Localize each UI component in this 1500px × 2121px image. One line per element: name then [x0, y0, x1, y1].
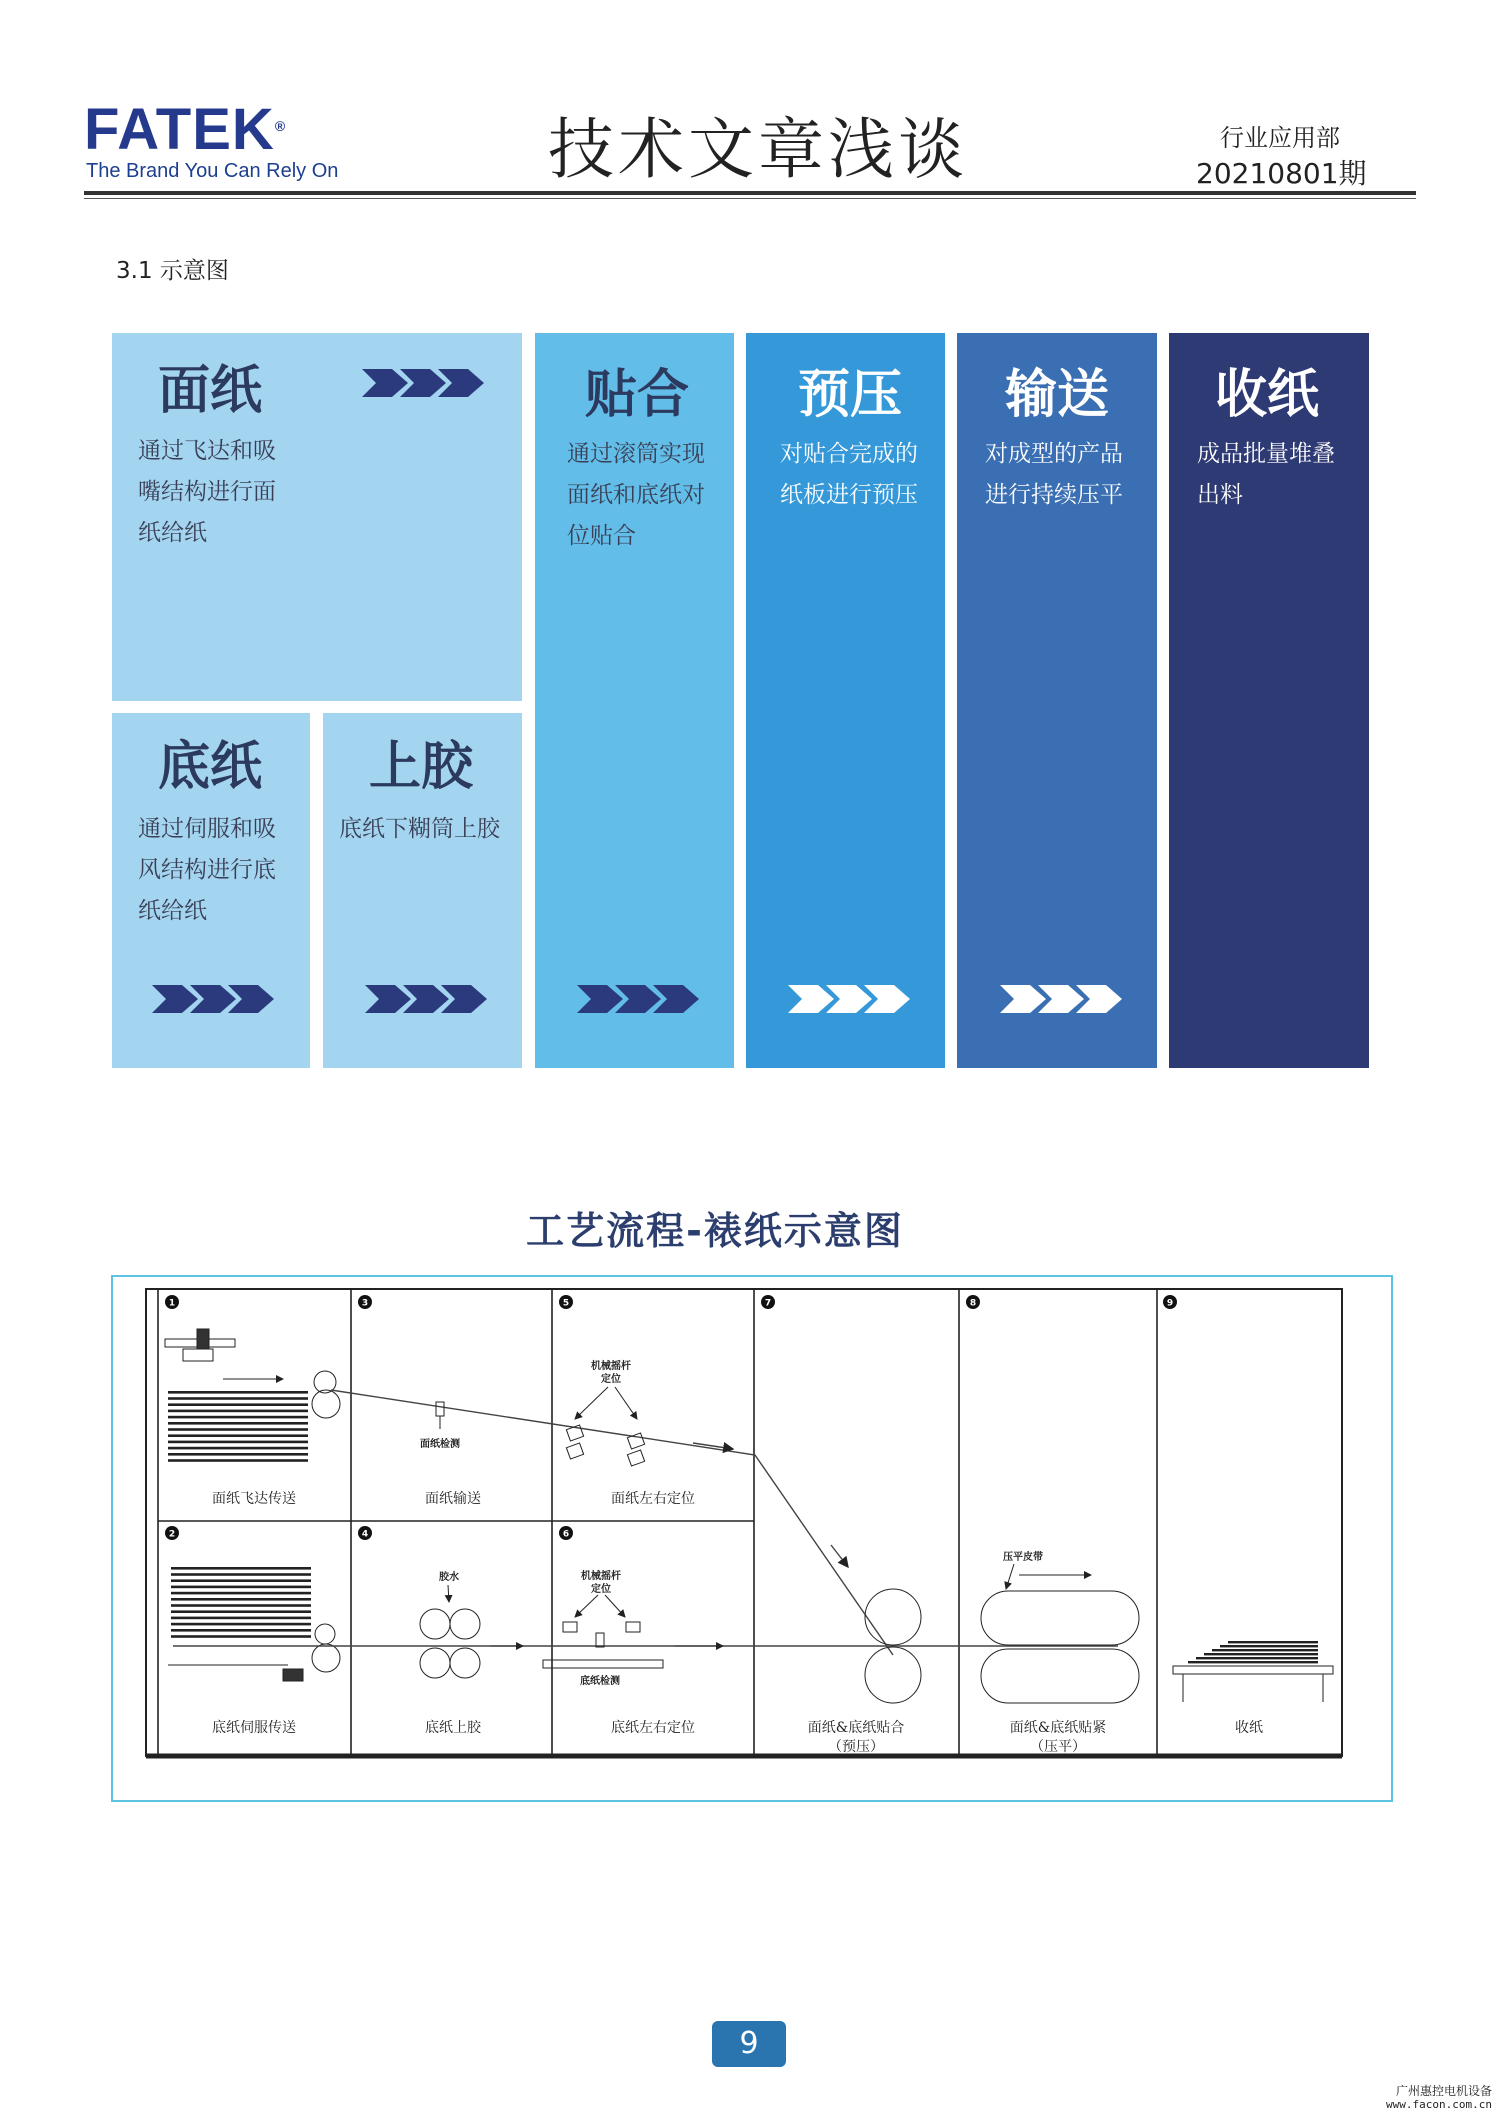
- paper-sheet: [168, 1447, 308, 1450]
- block-title: 预压: [798, 365, 903, 425]
- page-number: 9: [712, 2021, 786, 2067]
- rocker-note: 机械摇杆: [581, 1571, 621, 1582]
- step-label: 底纸左右定位: [611, 1720, 695, 1736]
- watermark-company: 广州惠控电机设备: [1395, 2084, 1492, 2098]
- chevron-shape: [152, 985, 198, 1013]
- step-label: 底纸伺服传送: [212, 1720, 296, 1736]
- paper-sheet: [168, 1403, 308, 1406]
- paper-sheet: [171, 1635, 311, 1638]
- process-flow-diagram: [113, 1277, 1391, 1800]
- step-label: 收纸: [1235, 1720, 1263, 1736]
- paper-sheet: [168, 1434, 308, 1437]
- finished-sheet: [1188, 1661, 1318, 1663]
- chevron-shape: [1000, 985, 1046, 1013]
- issue-label: 20210801期: [1196, 157, 1367, 190]
- paper-sheet: [168, 1416, 308, 1419]
- paper-sheet: [171, 1579, 311, 1582]
- rocker-note: 定位: [601, 1374, 621, 1385]
- chevron-arrows-icon: [152, 981, 312, 1017]
- block-description: 底纸下糊筒上胶: [339, 816, 500, 842]
- step-number: 3: [361, 1298, 369, 1309]
- brand-tagline: The Brand You Can Rely On: [86, 160, 339, 182]
- chevron-shape: [788, 985, 834, 1013]
- step-number: 9: [1166, 1298, 1174, 1309]
- chevron-arrows-icon: [788, 981, 948, 1017]
- finished-sheet: [1196, 1657, 1318, 1659]
- paper-sheet: [171, 1586, 311, 1589]
- block-title: 面纸: [158, 361, 263, 421]
- glue-note: 胶水: [439, 1572, 459, 1583]
- block-description: 通过伺服和吸 风结构进行底 纸给纸: [138, 816, 276, 924]
- diagram-title: 工艺流程-裱纸示意图: [526, 1209, 904, 1253]
- block-glue: [323, 713, 522, 1068]
- paper-sheet: [171, 1610, 311, 1613]
- paper-sheet: [171, 1573, 311, 1576]
- step-number: 8: [969, 1298, 977, 1309]
- step-number: 4: [361, 1529, 369, 1540]
- block-bottom-paper: [112, 713, 310, 1068]
- block-description: 对贴合完成的 纸板进行预压: [780, 441, 918, 508]
- finished-sheet: [1228, 1641, 1318, 1643]
- paper-sheet: [171, 1617, 311, 1620]
- chevron-arrows-icon: [1000, 981, 1160, 1017]
- chevron-arrows-icon: [365, 981, 525, 1017]
- block-title: 贴合: [585, 365, 690, 425]
- sensor-note: 底纸检测: [580, 1676, 620, 1687]
- paper-sheet: [171, 1592, 311, 1595]
- page-title: 技术文章浅谈: [548, 111, 968, 188]
- header-rule-thin: [84, 198, 1416, 199]
- watermark-url: www.facon.com.cn: [1386, 2098, 1492, 2111]
- block-collect: [1169, 333, 1369, 1068]
- step-number: 2: [168, 1529, 176, 1540]
- paper-sheet: [171, 1598, 311, 1601]
- finished-sheet: [1212, 1649, 1318, 1651]
- brand-logo: [84, 97, 287, 162]
- block-convey: [957, 333, 1157, 1068]
- block-title: 输送: [1005, 365, 1110, 425]
- chevron-shape: [365, 985, 411, 1013]
- bottom-paper-stack: [168, 1567, 340, 1681]
- department-label: 行业应用部: [1220, 124, 1340, 152]
- chevron-shape: [577, 985, 623, 1013]
- belt-note: 压平皮带: [1003, 1552, 1043, 1563]
- step-number: 7: [764, 1298, 772, 1309]
- paper-sheet: [168, 1459, 308, 1462]
- paper-sheet: [168, 1441, 308, 1444]
- finished-sheet: [1220, 1645, 1318, 1647]
- step-label: 面纸输送: [425, 1491, 481, 1507]
- chevron-shape: [362, 369, 408, 397]
- paper-sheet: [168, 1453, 308, 1456]
- finished-sheet: [1204, 1653, 1318, 1655]
- paper-sheet: [171, 1567, 311, 1570]
- step-label: 面纸&底纸贴合: [807, 1720, 905, 1736]
- paper-sheet: [168, 1410, 308, 1413]
- step-label: 面纸左右定位: [611, 1491, 695, 1507]
- block-title: 收纸: [1215, 365, 1320, 425]
- step-label-sub: （压平）: [1030, 1739, 1086, 1755]
- paper-sheet: [168, 1422, 308, 1425]
- step-label: 面纸飞达传送: [212, 1491, 296, 1507]
- block-description: 通过滚筒实现 面纸和底纸对 位贴合: [567, 441, 705, 549]
- paper-sheet: [168, 1397, 308, 1400]
- rocker-note: 机械摇杆: [591, 1361, 631, 1372]
- paper-sheet: [168, 1428, 308, 1431]
- chevron-arrows-icon: [577, 981, 737, 1017]
- step-label-sub: （预压）: [828, 1739, 884, 1755]
- paper-sheet: [171, 1604, 311, 1607]
- block-description: 通过飞达和吸 嘴结构进行面 纸给纸: [138, 438, 276, 546]
- block-laminate: [535, 333, 734, 1068]
- chevron-arrows-icon: [362, 365, 522, 401]
- sensor-note: 面纸检测: [420, 1439, 460, 1450]
- block-prepress: [746, 333, 945, 1068]
- step-label: 底纸上胶: [425, 1720, 481, 1736]
- rocker-note: 定位: [591, 1584, 611, 1595]
- step-number: 1: [168, 1298, 176, 1309]
- step-number: 5: [562, 1298, 570, 1309]
- block-title: 底纸: [158, 737, 263, 797]
- block-face-paper: [112, 333, 522, 701]
- logo-word: FATEK: [84, 97, 275, 162]
- face-paper-stack: [165, 1329, 340, 1462]
- block-title: 上胶: [369, 737, 474, 797]
- paper-sheet: [168, 1391, 308, 1394]
- paper-sheet: [171, 1623, 311, 1626]
- step-number: 6: [562, 1529, 570, 1540]
- paper-sheet: [171, 1629, 311, 1632]
- step-label: 面纸&底纸贴紧: [1009, 1720, 1107, 1736]
- block-description: 对成型的产品 进行持续压平: [985, 441, 1123, 508]
- block-description: 成品批量堆叠 出料: [1197, 441, 1335, 508]
- section-heading: 3.1 示意图: [116, 258, 229, 284]
- registered-mark: ®: [274, 118, 287, 134]
- header-rule: [84, 191, 1416, 195]
